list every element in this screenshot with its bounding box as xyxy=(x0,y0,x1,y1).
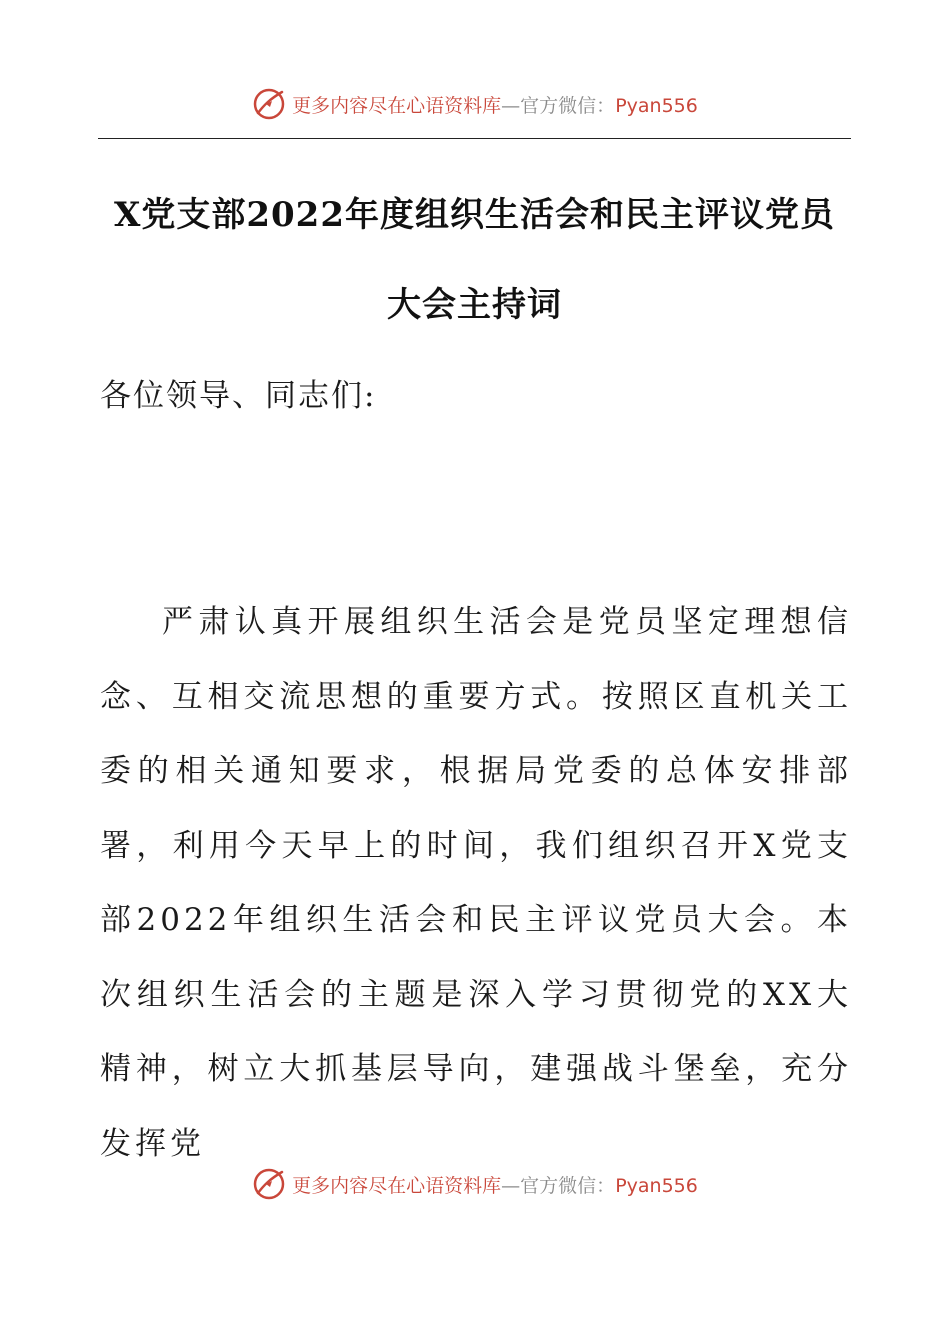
header-watermark xyxy=(0,84,950,124)
document-title: X党支部2022年度组织生活会和民主评议党员大会主持词 xyxy=(113,195,835,325)
watermark-text xyxy=(292,91,698,118)
watermark-text xyxy=(292,1171,698,1198)
watermark-separator: —官方微信： xyxy=(501,1174,616,1197)
watermark-wechat-id: Pyan556 xyxy=(615,94,698,117)
watermark-brand: 更多内容尽在心语资料库 xyxy=(292,1174,502,1197)
quill-logo-icon xyxy=(252,1167,286,1201)
document-paragraph: 严肃认真开展组织生活会是党员坚定理想信念、互相交流思想的重要方式。按照区直机关工委的相关通知要求，根据局党委的总体安排部署，利用今天早上的时间，我们组织召开X党支部2022年组织生活会和民主评议党员大会。本次组织生活会的主题是深入学习贯彻党的XX大精神，树立大抓基层导向，建强战斗堡垒，充分发挥党 xyxy=(100,604,853,1162)
watermark-separator: —官方微信： xyxy=(501,94,616,117)
watermark-brand: 更多内容尽在心语资料库 xyxy=(292,94,502,117)
document-greeting: 各位领导、同志们: xyxy=(100,378,377,414)
quill-logo-icon xyxy=(252,87,286,121)
watermark-wechat-id: Pyan556 xyxy=(615,1174,698,1197)
footer-watermark xyxy=(0,1164,950,1204)
header-rule xyxy=(98,138,851,139)
